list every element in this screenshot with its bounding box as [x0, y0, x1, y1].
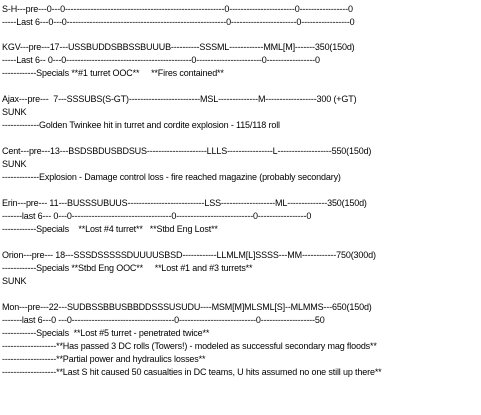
log-line-mon-specials: ------------Specials **Lost #5 turret - penetrated twice** — [2, 328, 210, 338]
log-line-erin-specials: ------------Specials **Lost #4 turret** **Stbd Eng Lost** — [2, 224, 218, 234]
log-line-ajax-sunk: SUNK — [2, 107, 27, 117]
log-line-shropshire-last6: -----Last 6---0---0--------------------------------------------------------0-----------------------0-----------------0 — [2, 17, 355, 27]
log-line-cent-note: -------------Explosion - Damage control loss - fire reached magazine (probably secondary) — [2, 172, 341, 182]
log-line-ajax-note: -------------Golden Twinkee hit in turret and cordite explosion - 115/118 roll — [2, 120, 280, 130]
log-line-mon-last6: -------last 6---0 ---0------------------------------------0---------------------------0-------------------50 — [2, 315, 325, 325]
log-line-ajax-pre: Ajax---pre--- 7---SSSUBS(S-GT)-------------------------MSL--------------M------------------300 (+GT) — [2, 94, 357, 104]
log-line-shropshire-pre: S-H---pre---0---0--------------------------------------------------------0-----------------------0-----------------0 — [2, 4, 353, 14]
log-line-orion-pre: Orion---pre--- 18---SSSDSSSSSDUUUUSBSD------------LLMLM[L]SSSS---MM------------750(300d) — [2, 250, 376, 260]
log-line-erin-last6: -------last 6--- 0---0-----------------------------------0---------------------------0-----------------0 — [2, 211, 312, 221]
log-line-mon-pre: Mon---pre---22---SUDBSSBBUSBBDDSSSUSUDU----MSM[M]MLSML[S]--MLMMS---650(150d) — [2, 302, 372, 312]
log-line-kgv-last6: -----Last 6-- 0---0--------------------------------------------0-----------------------0-----------------0 — [2, 55, 320, 65]
log-line-kgv-specials: ------------Specials **#1 turret OOC** **Fires contained** — [2, 68, 224, 78]
log-line-mon-dc-rolls: -------------------**Has passed 3 DC rolls (Towers!) - modeled as successful secondary mag floods** — [2, 341, 377, 351]
log-line-erin-pre: Erin---pre--- 11---BUSSSUBUUS---------------------------LSS-------------------ML--------------350(150d) — [2, 198, 367, 208]
log-line-kgv-pre: KGV---pre---17---USSBUDDSBBSSBUUUB----------SSSML------------MML[M]-------350(150d) — [2, 42, 355, 52]
log-line-mon-casualties: -------------------**Last S hit caused 50 casualties in DC teams, U hits assumed no one still up there** — [2, 367, 382, 377]
log-line-orion-specials: ------------Specials **Stbd Eng OOC** **Lost #1 and #3 turrets** — [2, 263, 253, 273]
log-line-mon-power-losses: -------------------**Partial power and hydraulics losses** — [2, 354, 206, 364]
log-line-cent-pre: Cent---pre---13---BSDSBDUSBDSUS---------------------LLLS----------------L-------------------550(150d) — [2, 146, 372, 156]
log-line-cent-sunk: SUNK — [2, 159, 27, 169]
log-line-orion-sunk: SUNK — [2, 276, 27, 286]
